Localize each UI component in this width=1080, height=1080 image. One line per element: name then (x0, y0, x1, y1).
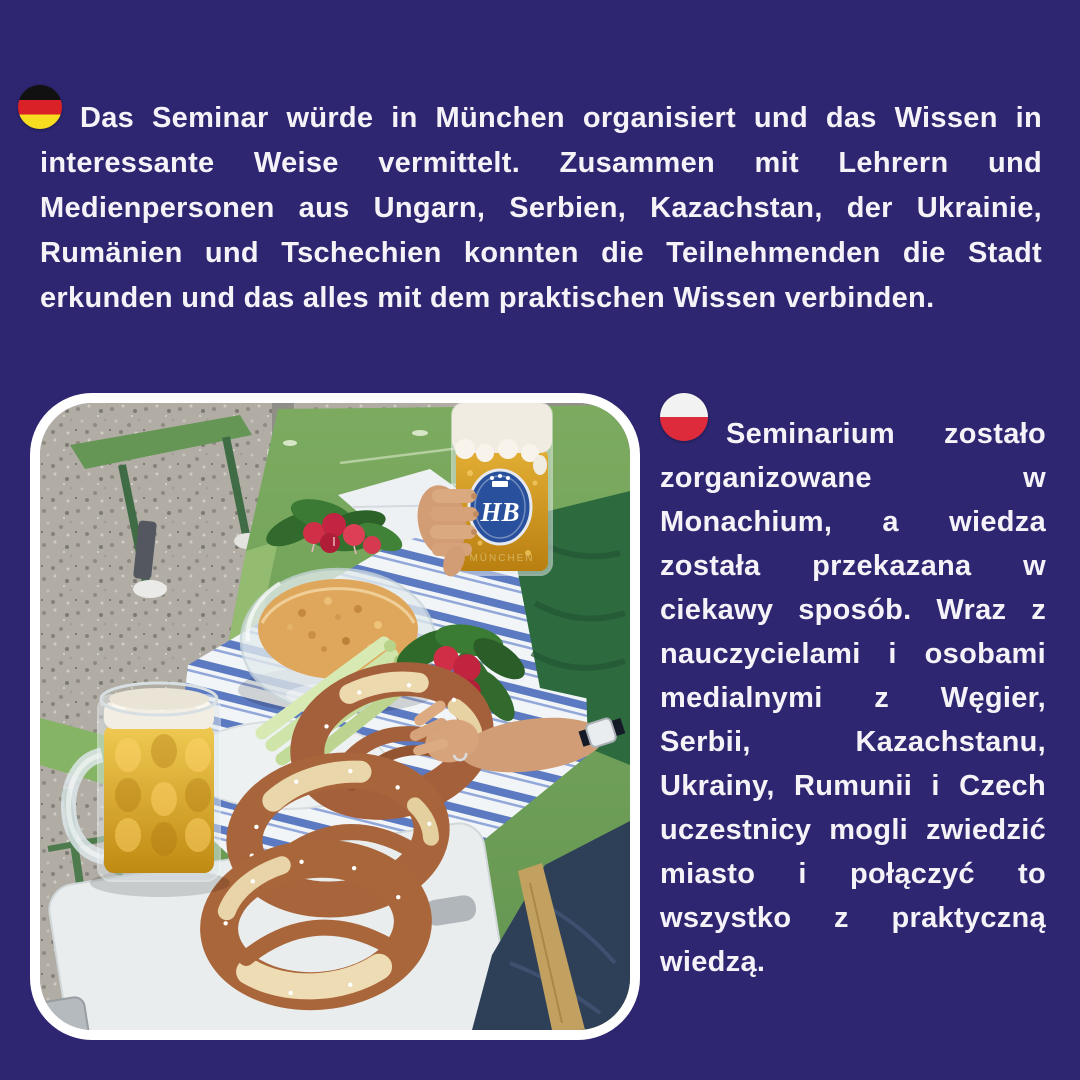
photo-illustration (40, 403, 630, 1030)
beer-garden-photo (30, 393, 640, 1040)
german-paragraph: Das Seminar würde in München organisiert und das Wissen in interessante Weise vermittelt. Zusammen mit Lehrern und Medienpersonen aus Ungarn, Serbien, Kazachstan, der Ukrainie, Rumänien und Tschechien konnten die Teilnehmenden die Stadt erkunden und das alles mit dem praktischen Wissen verbinden. (40, 102, 1042, 314)
polish-paragraph: Seminarium zostało zorganizowane w Monachium, a wiedza została przekazana w ciekawy sposób. Wraz z nauczycielami i osobami medialnymi z Węgier, Serbii, Kazachstanu, Ukrainy, Rumunii i Czech uczestnicy mogli zwiedzić miasto i połączyć to wszystko z praktyczną wiedzą. (660, 418, 1046, 978)
hb-logo-text: HB (480, 497, 520, 527)
hb-logo-badge (469, 470, 531, 544)
hb-muenchen-text: MÜNCHEN (469, 553, 535, 564)
